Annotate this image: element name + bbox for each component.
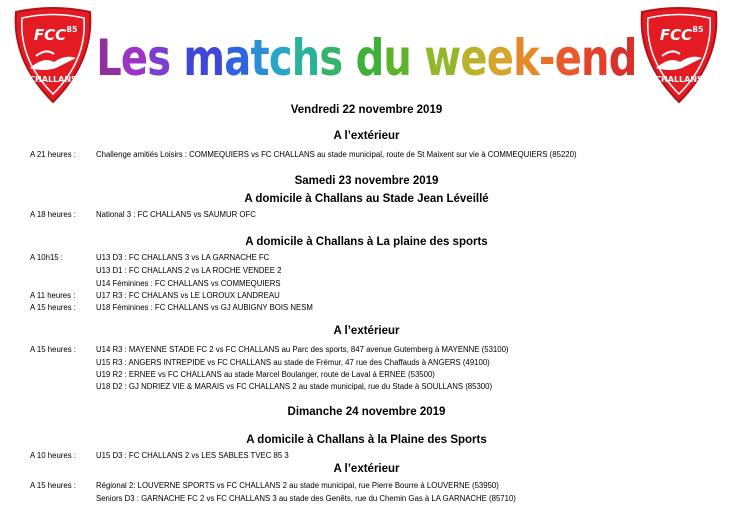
match-details: U17 R3 : FC CHALANS vs LE LOROUX LANDREAU xyxy=(96,291,280,300)
match-details: Challenge amitiés Loisirs : COMMEQUIERS vs FC CHALLANS au stade municipal, route de St Maixent sur vie à COMMEQUIERS (85220) xyxy=(96,150,577,159)
title-letter: e xyxy=(460,29,487,87)
title-letter: e xyxy=(120,29,148,87)
match-time: A 10 heures : xyxy=(30,451,76,460)
match-time: A 15 heures : xyxy=(30,345,76,354)
title-letter: s xyxy=(319,29,343,87)
match-details: U14 R3 : MAYENNE STADE FC 2 vs FC CHALLANS au Parc des sports, 847 avenue Gutemberg à MAYENNE (53100) xyxy=(96,345,509,354)
svg-text:85: 85 xyxy=(66,25,78,34)
title-letter: m xyxy=(183,29,225,87)
title-letter: e xyxy=(486,29,514,87)
match-details: U13 D1 : FC CHALLANS 2 vs LA ROCHE VENDEE 2 xyxy=(96,266,282,275)
match-time: A 18 heures : xyxy=(30,210,76,219)
section-heading: A domicile à Challans au Stade Jean Léveillé xyxy=(244,193,489,205)
svg-text:85: 85 xyxy=(692,25,704,34)
match-details: National 3 : FC CHALLANS vs SAUMUR OFC xyxy=(96,210,256,219)
title-letter: c xyxy=(268,29,292,87)
title-letter: - xyxy=(538,29,555,87)
title-letter: d xyxy=(608,29,637,87)
section-heading: A l’extérieur xyxy=(333,130,400,142)
title-letter: u xyxy=(383,29,412,87)
section-heading: Vendredi 22 novembre 2019 xyxy=(290,104,443,116)
match-time: A 15 heures : xyxy=(30,481,76,490)
match-details: U15 R3 : ANGERS INTREPIDE vs FC CHALLANS au stade de Frémur, 47 rue des Chaffauds à ANGERS (49100) xyxy=(96,358,490,367)
title-letter: e xyxy=(554,29,582,87)
title-letter xyxy=(170,29,183,87)
svg-text:CHALLANS: CHALLANS xyxy=(655,75,703,84)
section-heading: A l’extérieur xyxy=(333,463,400,475)
title-letter xyxy=(411,29,424,87)
match-details: U13 D3 : FC CHALLANS 3 vs LA GARNACHE FC xyxy=(96,253,270,262)
title-letter: s xyxy=(147,29,171,87)
crest-brand-text: FCC xyxy=(33,26,67,44)
section-heading: Samedi 23 novembre 2019 xyxy=(294,175,439,187)
section-heading: A domicile à Challans à la Plaine des Sports xyxy=(246,434,487,446)
match-details: U19 R2 : ERNEE vs FC CHALLANS au stade Marcel Boulanger, route de Laval à ERNEE (53500) xyxy=(96,370,435,379)
match-details: Régional 2: LOUVERNE SPORTS vs FC CHALLANS 2 au stade municipal, rue Pierre Bourre à LOUVERNE (53950) xyxy=(96,481,499,490)
svg-text:FCC: FCC xyxy=(659,26,693,44)
match-time: A 11 heures : xyxy=(30,291,76,300)
match-details: U18 D2 : GJ NDRIEZ VIE & MARAIS vs FC CHALLANS 2 au stade municipal, rue du Stade à SOULLANS (85300) xyxy=(96,382,493,391)
section-heading: A l’extérieur xyxy=(333,325,400,337)
svg-text:CHALLANS: CHALLANS xyxy=(29,75,77,84)
match-time: A 21 heures : xyxy=(30,150,76,159)
title-letter: h xyxy=(291,29,320,87)
title-letter: a xyxy=(224,29,251,87)
match-details: Seniors D3 : GARNACHE FC 2 vs FC CHALLANS 3 au stade des Genêts, rue du Chemin Gas à LA GARNACHE (85710) xyxy=(96,494,516,503)
match-details: U15 D3 : FC CHALLANS 2 vs LES SABLES TVEC 85 3 xyxy=(96,451,289,460)
title-letter: w xyxy=(424,29,461,87)
match-time: A 10h15 : xyxy=(30,253,63,262)
title-letter: d xyxy=(355,29,384,87)
match-details: U14 Féminines : FC CHALLANS vs COMMEQUIERS xyxy=(96,279,281,288)
title-letter: k xyxy=(513,29,539,87)
page-title xyxy=(73,28,659,88)
match-details: U18 Féminines : FC CHALLANS vs GJ AUBIGNY BOIS NESM xyxy=(96,303,313,312)
section-heading: A domicile à Challans à La plaine des sports xyxy=(245,236,488,248)
title-letter: t xyxy=(250,29,269,87)
section-heading: Dimanche 24 novembre 2019 xyxy=(287,406,446,418)
match-time: A 15 heures : xyxy=(30,303,76,312)
title-letter: L xyxy=(96,29,121,87)
title-letter: n xyxy=(581,29,609,87)
title-letter xyxy=(342,29,355,87)
